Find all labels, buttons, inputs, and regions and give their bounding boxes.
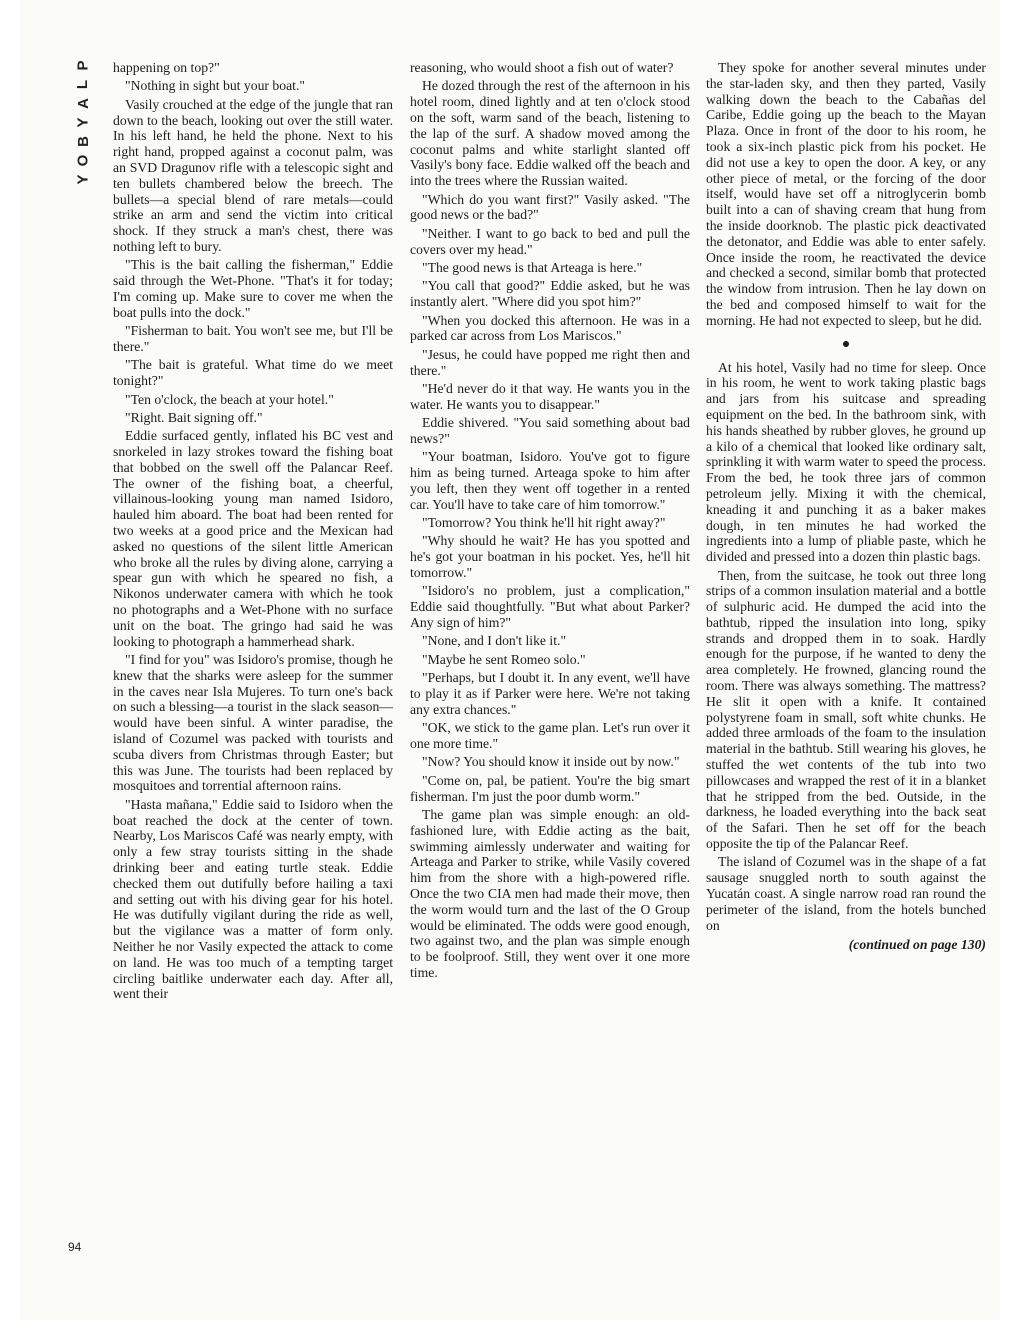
text-column-1: [113, 60, 393, 1005]
paragraph: Eddie surfaced gently, inflated his BC vest and snorkeled in lazy strokes toward the fishing boat that bobbed on the swell off the Palancar Reef. The owner of the fishing boat, a cheerful, villainous-looking young man named Isidoro, hauled him aboard. The boat had been rented for two weeks at a good price and the Mexican had asked no questions of the silent little American who broke all the rules by diving alone, carrying a spear gun with which he speared no fish, a Nikonos underwater camera with which he took no photographs and a Wet-Phone with no surface unit on the boat. The gringo had said he was looking to photograph a hammerhead shark.: [113, 428, 393, 649]
masthead-letter: L: [74, 79, 92, 90]
paragraph: "Fisherman to bait. You won't see me, but I'll be there.": [113, 323, 393, 354]
paragraph: "Isidoro's no problem, just a complication," Eddie said thoughtfully. "But what about Parker? Any sign of him?": [410, 583, 690, 631]
paragraph: He dozed through the rest of the afternoon in his hotel room, dined lightly and at ten o'clock stood on the soft, warm sand of the beach, listening to the lap of the surf. A shadow moved among the coconut palms and white starlight slanted off Vasily's bony face. Eddie walked off the beach and into the trees where the Russian waited.: [410, 78, 690, 189]
paragraph: "When you docked this afternoon. He was in a parked car across from Los Mariscos.": [410, 312, 690, 344]
masthead-letter: O: [74, 154, 92, 167]
text-column-3: [706, 60, 986, 956]
paragraph: "Now? You should know it inside out by now.": [422, 754, 680, 770]
paragraph: "You call that good?" Eddie asked, but he was instantly alert. "Where did you spot him?": [410, 278, 690, 310]
masthead-letter: P: [74, 60, 92, 71]
masthead-letter: A: [74, 98, 92, 109]
paragraph: "Tomorrow? You think he'll hit right away?": [422, 515, 666, 531]
page-number: 94: [68, 1240, 82, 1254]
continued-on-line: (continued on page 130): [848, 937, 986, 953]
paragraph: "Right. Bait signing off.": [125, 409, 263, 425]
paragraph: "None, and I don't like it.": [422, 633, 567, 649]
paragraph: Eddie shivered. "You said something about bad news?": [410, 415, 690, 446]
paragraph: "I find for you" was Isidoro's promise, though he knew that the sharks were asleep for the summer in the caves near Isla Mujeres. To turn one's back on such a blessing—a tourist in the slack season—would have been sinful. A winter paradise, the island of Cozumel was packed with tourists and scuba divers from Christmas through Easter; but this was June. The tourists had been replaced by mosquitoes and torrential afternoon rains.: [113, 652, 393, 794]
paragraph: "Which do you want first?" Vasily asked. "The good news or the bad?": [410, 191, 690, 223]
section-break-bullet: [843, 341, 849, 347]
magazine-page: [20, 0, 1000, 1320]
paragraph: "Your boatman, Isidoro. You've got to figure him as being turned. Arteaga spoke to him after you left, then they went off together in a rented car. You'll have to take care of him tomorrow.": [410, 449, 690, 512]
paragraph: "Neither. I want to go back to bed and pull the covers over my head.": [410, 225, 690, 257]
paragraph: "The good news is that Arteaga is here.": [422, 259, 643, 275]
paragraph: The game plan was simple enough: an old-fashioned lure, with Eddie acting as the bait, swimming aimlessly underwater and waiting for Arteaga and Parker to strike, while Vasily covered him from the shore with a high-powered rifle. Once the two CIA men had made their move, then the worm would turn and the last of the O Group would be eliminated. The odds were good enough, two against two, and the plan was simple enough to be foolproof. Still, they went over it one more time.: [410, 806, 690, 980]
paragraph: They spoke for another several minutes under the star-laden sky, and then they parted, Vasily walking down the beach to the Cabañas del Caribe, Eddie going up the beach to the Mayan Plaza. Once in front of the door to his room, he took a six-inch plastic pick from his pocket. He did not use a key to open the door. A key, or any other piece of metal, or the forcing of the door itself, would have set off a nitroglycerin bomb built into a can of shaving cream that hung from the inside doorknob. The plastic pick deactivated the detonator, and Eddie was able to enter safely. Once inside the room, he reactivated the device and checked a second, similar bomb that protected the window from intrusion. Then he lay down on the bed and composed himself to wait for the morning. He had not expected to sleep, but he did.: [706, 60, 986, 328]
paragraph: "Why should he wait? He has you spotted and he's got your boatman in his pocket. Yes, he'll hit tomorrow.": [410, 533, 690, 581]
paragraph: Vasily crouched at the edge of the jungle that ran down to the beach, looking out over the still water. In his left hand, he held the phone. Next to his right hand, propped against a coconut palm, was an SVD Dragunov rifle with a telescopic sight and ten bullets chambered below the breech. The bullets—a special blend of rare metals—could strike an arm and send the victim into critical shock. If they struck a man's chest, there was nothing left to bury.: [113, 96, 393, 254]
paragraph: "Hasta mañana," Eddie said to Isidoro when the boat reached the dock at the center of town. Nearby, Los Mariscos Café was nearly empty, with only a few stray tourists sitting in the shade drinking beer and eating turtle steak. Eddie checked them out dutifully before hailing a taxi and setting out with his diving gear for his hotel. He was dutifully vigilant during the ride as well, but the vigilance was a matter of form only. Neither he nor Vasily expected the attack to come on land. He was too much of a tempting target circling baitlike underwater each day. After all, went their: [113, 796, 393, 1002]
paragraph: "Come on, pal, be patient. You're the big smart fisherman. I'm just the poor dumb worm.": [410, 772, 690, 804]
masthead-letter: Y: [74, 174, 92, 185]
paragraph: "OK, we stick to the game plan. Let's run over it one more time.": [410, 720, 690, 751]
paragraph: "Nothing in sight but your boat.": [125, 78, 305, 94]
paragraph: "Ten o'clock, the beach at your hotel.": [125, 391, 334, 407]
paragraph: Then, from the suitcase, he took out three long strips of a common insulation material and a bottle of sulphuric acid. He dumped the acid into the bathtub, ripped the insulation into long, spiky strands and dropped them in to soak. Hardly enough for the purpose, if he wanted to deny the area completely. He frowned, glancing round the room. There was always something. The mattress? He slit it open with a knife. It contained polystyrene foam in small, soft white chunks. He added three armloads of the foam to the insulation material in the bathtub. Still wearing his gloves, he stuffed the wet contents of the tub into two pillowcases and wrapped the rest of it in a blanket that he stripped from the bed. Outside, in the darkness, he loaded everything into the back seat of the Safari. Then he set off for the beach opposite the tip of the Palancar Reef.: [706, 567, 986, 852]
masthead-vertical: [74, 56, 92, 189]
paragraph: "Jesus, he could have popped me right then and there.": [410, 346, 690, 378]
text-column-2: [410, 60, 690, 983]
paragraph: "Maybe he sent Romeo solo.": [422, 651, 586, 667]
masthead-letter: Y: [74, 117, 92, 128]
paragraph: "The bait is grateful. What time do we meet tonight?": [113, 357, 393, 389]
paragraph: The island of Cozumel was in the shape of a fat sausage snuggled north to south against the Yucatán coast. A single narrow road ran round the perimeter of the island, from the hotels bunched on: [706, 854, 986, 933]
paragraph: reasoning, who would shoot a fish out of water?: [410, 60, 674, 75]
paragraph: "He'd never do it that way. He wants you in the water. He wants you to disappear.": [410, 380, 690, 412]
paragraph: At his hotel, Vasily had no time for sleep. Once in his room, he went to work taking plastic bags and jars from his suitcase and spreading equipment on the bed. In the bathroom sink, with his hands sheathed by rubber gloves, he ground up a kilo of a chemical that looked like ordinary salt, sprinkling it with warm water to speed the process. From the bed, he took three jars of common petroleum jelly. Mixing it with the chemical, kneading it and punching it as a baker makes dough, in ten minutes he had worked the ingredients into a lump of pliable paste, which he divided and pressed into a dozen thin plastic bags.: [706, 359, 986, 565]
masthead-letter: B: [74, 136, 92, 147]
paragraph: "This is the bait calling the fisherman," Eddie said through the Wet-Phone. "That's it for today; I'm coming up. Make sure to cover me when the boat pulls into the dock.": [113, 257, 393, 320]
paragraph: happening on top?": [113, 60, 220, 75]
paragraph: "Perhaps, but I doubt it. In any event, we'll have to play it as if Parker were here. We're not taking any extra chances.": [410, 670, 690, 717]
